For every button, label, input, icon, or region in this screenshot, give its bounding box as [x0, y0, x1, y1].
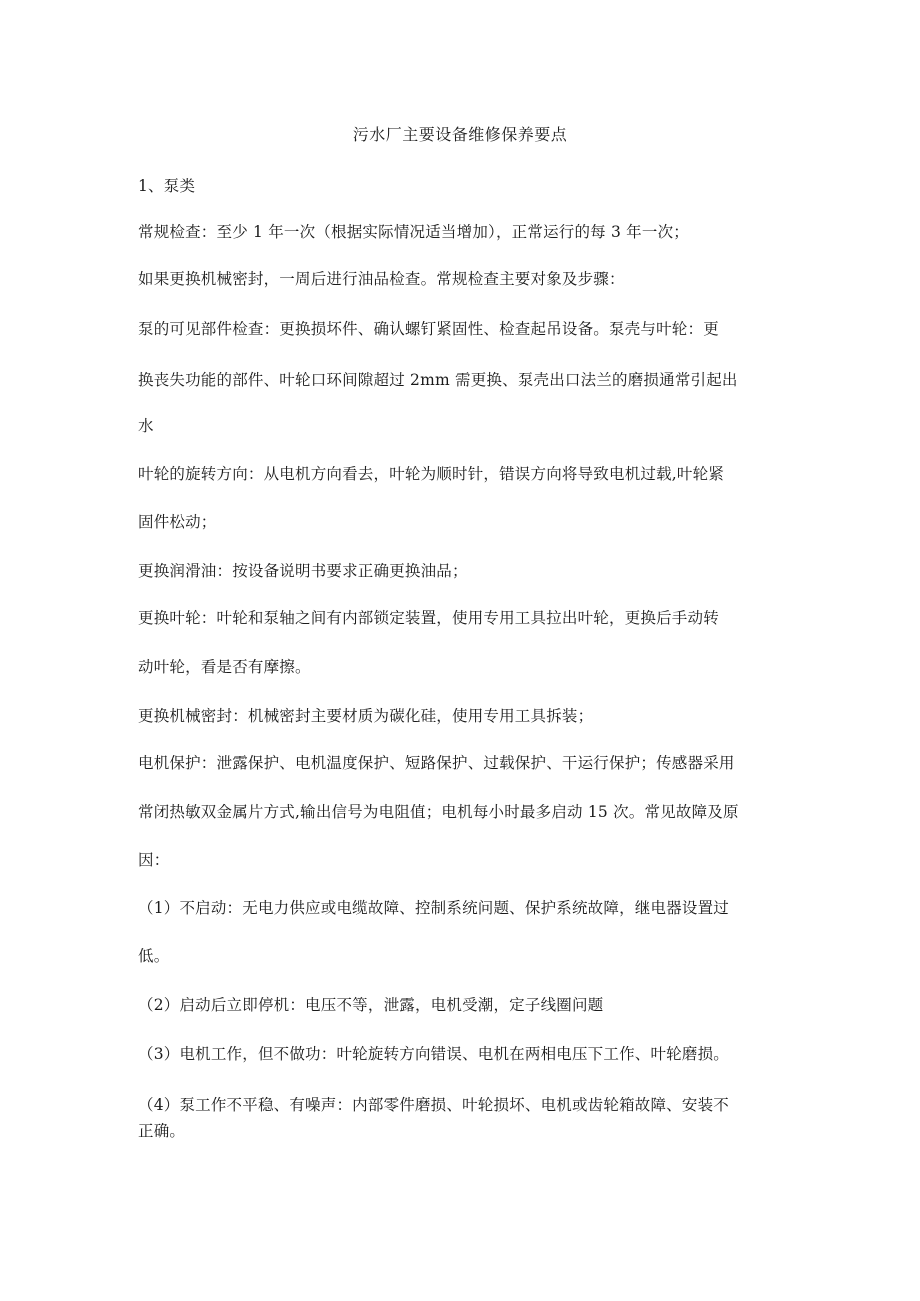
- text-line: 更换机械密封：机械密封主要材质为碳化硅，使用专用工具拆装；: [138, 707, 594, 725]
- list-item-4: （4）泵工作不平稳、有噪声：内部零件磨损、叶轮损坏、电机或齿轮箱故障、安装不: [138, 1096, 729, 1114]
- text-line: 动叶轮，看是否有摩擦。: [138, 658, 311, 676]
- text-line: 正确。: [138, 1122, 186, 1140]
- text-line: 固件松动；: [138, 513, 217, 531]
- text-line: 换丧失功能的部件、叶轮口环间隙超过 2mm 需更换、泵壳出口法兰的磨损通常引起出: [138, 371, 738, 389]
- text-line: 电机保护：泄露保护、电机温度保护、短路保护、过载保护、干运行保护；传感器采用: [138, 754, 735, 772]
- text-line: 因：: [138, 851, 170, 869]
- text-line: 如果更换机械密封，一周后进行油品检查。常规检查主要对象及步骤：: [138, 270, 625, 288]
- text-line: 水: [138, 417, 154, 435]
- text-line: 低。: [138, 947, 170, 965]
- section-heading-pumps: 1、泵类: [138, 177, 196, 195]
- list-item-1: （1）不启动：无电力供应或电缆故障、控制系统问题、保护系统故障，继电器设置过: [138, 899, 729, 917]
- text-line: 常规检查：至少 1 年一次（根据实际情况适当增加），正常运行的每 3 年一次；: [138, 223, 689, 241]
- list-item-3: （3）电机工作，但不做功：叶轮旋转方向错误、电机在两相电压下工作、叶轮磨损。: [138, 1045, 729, 1063]
- text-line: 常闭热敏双金属片方式,输出信号为电阻值；电机每小时最多启动 15 次。常见故障及原: [138, 803, 739, 821]
- text-line: 更换润滑油：按设备说明书要求正确更换油品；: [138, 562, 468, 580]
- text-line: 更换叶轮：叶轮和泵轴之间有内部锁定装置，使用专用工具拉出叶轮，更换后手动转: [138, 609, 719, 627]
- text-line: 叶轮的旋转方向：从电机方向看去，叶轮为顺时针，错误方向将导致电机过载,叶轮紧: [138, 465, 725, 483]
- document-title: 污水厂主要设备维修保养要点: [352, 125, 568, 144]
- list-item-2: （2）启动后立即停机：电压不等，泄露，电机受潮，定子线圈问题: [138, 996, 604, 1014]
- text-line: 泵的可见部件检查：更换损坏件、确认螺钉紧固性、检查起吊设备。泵壳与叶轮：更: [138, 320, 719, 338]
